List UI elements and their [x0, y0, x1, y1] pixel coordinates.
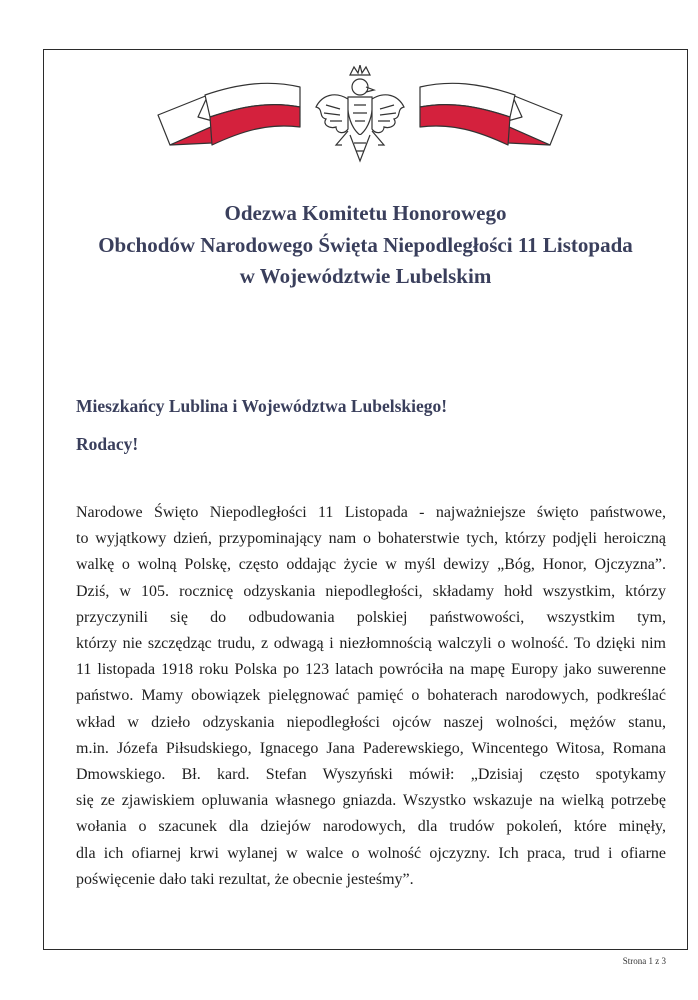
body-line: 11 listopada 1918 roku Polska po 123 latach powróciła na mapę Europy jako suwerenne [76, 661, 666, 679]
title-line-3: w Województwie Lubelskim [239, 264, 492, 288]
body-line: walkę o wolną Polskę, często oddając życie w myśl dewizy „Bóg, Honor, Ojczyzna”. [76, 556, 666, 574]
title-line-2: Obchodów Narodowego Święta Niepodległości 11 Listopada [98, 232, 633, 257]
body-line: m.in. Józefa Piłsudskiego, Ignacego Jana Paderewskiego, Wincentego Witosa, Romana [76, 739, 666, 757]
body-line: Narodowe Święto Niepodległości 11 Listopada - najważniejsze święto państwowe, [76, 504, 666, 521]
body-paragraph [76, 500, 666, 893]
white-eagle-icon [316, 65, 404, 161]
right-flag-ribbon [420, 83, 562, 145]
body-line: dla ich ofiarnej krwi wylanej w walce o wolność ojczyzny. Ich praca, trud i ofiarne [76, 844, 666, 862]
header-emblem-banner [150, 65, 570, 175]
document-title [43, 198, 688, 293]
left-flag-ribbon [158, 83, 300, 145]
body-line: wołania o szacunek dla dziejów narodowych, dla trudów pokoleń, które minęły, [76, 818, 666, 836]
body-line: poświęcenie dało taki rezultat, że obecnie jesteśmy”. [76, 870, 414, 888]
salutation-line-2: Rodacy! [76, 434, 139, 454]
body-line: państwo. Mamy obowiązek pielęgnować pamięć o bohaterach narodowych, podkreślać [76, 687, 666, 705]
salutation-line-1: Mieszkańcy Lublina i Województwa Lubelskiego! [76, 396, 448, 416]
title-line-1: Odezwa Komitetu Honorowego [224, 201, 507, 225]
body-line: Dmowskiego. Bł. kard. Stefan Wyszyński mówił: „Dzisiaj często spotykamy [76, 766, 666, 784]
body-line: przyczynili się do odbudowania polskiej państwowości, wszystkim tym, [76, 608, 666, 626]
body-line: którzy nie szczędząc trudu, z odwagą i niezłomnością walczyli o wolność. To dzięki nim [76, 635, 666, 653]
body-line: wkład w dzieło odzyskania niepodległości ojców naszej wolności, mężów stanu, [76, 713, 666, 731]
body-line: Dziś, w 105. rocznicę odzyskania niepodległości, składamy hołd wszystkim, którzy [76, 582, 666, 600]
body-line: się ze zjawiskiem opluwania własnego gniazda. Wszystko wskazuje na wielką potrzebę [76, 792, 666, 810]
page-number: Strona 1 z 3 [622, 956, 666, 966]
body-line: to wyjątkowy dzień, przypominający nam o bohaterstwie tych, którzy podjęli heroiczną [76, 530, 666, 548]
